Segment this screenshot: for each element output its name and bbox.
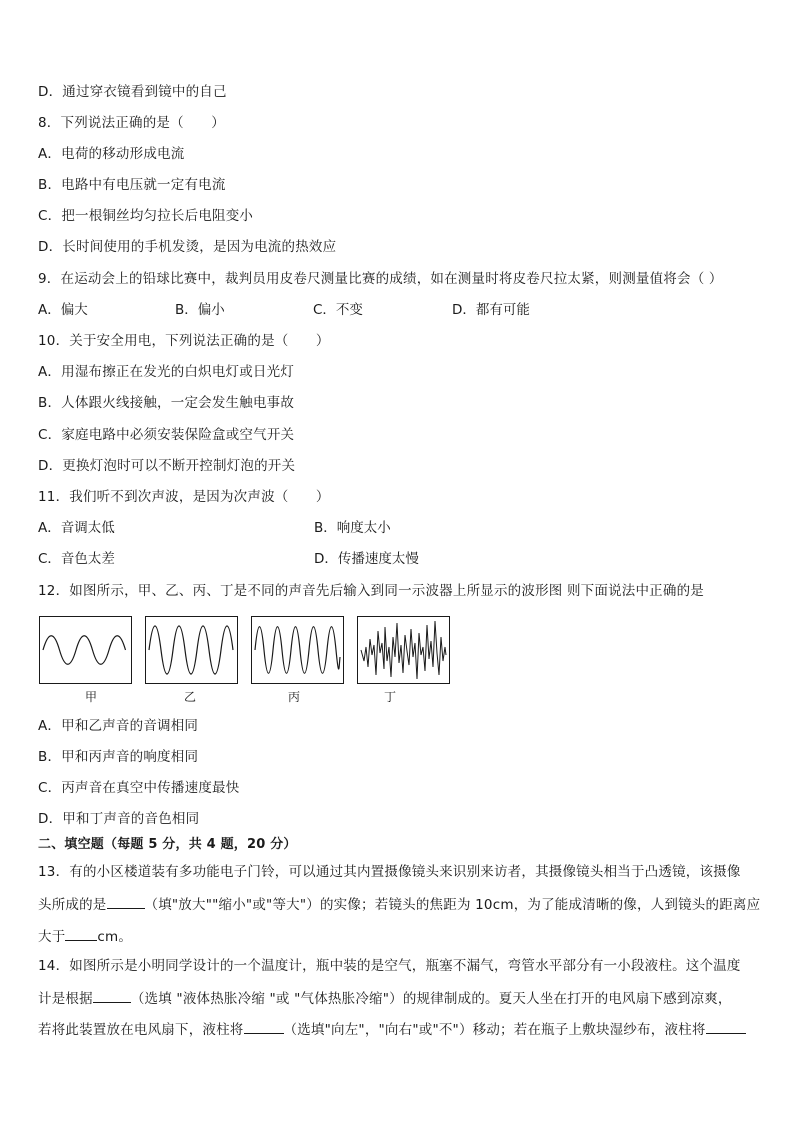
q12-option-b: B．甲和丙声音的响度相同 bbox=[38, 749, 199, 765]
q13-line-1: 13．有的小区楼道装有多功能电子门铃，可以通过其内置摄像镜头来识别来访者，其摄像镜头相当于凸透镜，该摄像 bbox=[38, 864, 741, 880]
q14-blank-2[interactable] bbox=[244, 1019, 284, 1034]
waveform-label-ding: 丁 bbox=[383, 690, 396, 704]
q11-option-d: D．传播速度太慢 bbox=[314, 551, 419, 567]
q12-option-a: A．甲和乙声音的音调相同 bbox=[38, 718, 199, 734]
q11-stem: 11．我们听不到次声波，是因为次声波（ ） bbox=[38, 489, 330, 505]
q14-line-2 bbox=[38, 988, 732, 1008]
waveform-yi-graph bbox=[146, 617, 237, 683]
q13-blank-1[interactable] bbox=[107, 894, 145, 909]
q14-blank-3[interactable] bbox=[706, 1019, 746, 1034]
q9-option-c: C．不变 bbox=[313, 302, 363, 318]
q14-blank-1[interactable] bbox=[93, 988, 131, 1003]
q12-option-d: D．甲和丁声音的音色相同 bbox=[38, 811, 200, 827]
q8-option-d: D．长时间使用的手机发烫，是因为电流的热效应 bbox=[38, 239, 337, 255]
q10-option-d: D．更换灯泡时可以不断开控制灯泡的开关 bbox=[38, 458, 296, 474]
q14-line-3-start: 若将此装置放在电风扇下，液柱将 bbox=[38, 1022, 244, 1038]
q8-option-a: A．电荷的移动形成电流 bbox=[38, 146, 185, 162]
q12-stem: 12．如图所示，甲、乙、丙、丁是不同的声音先后输入到同一示波器上所显示的波形图 则下面说法中正确的是 bbox=[38, 583, 704, 599]
waveform-label-bing: 丙 bbox=[287, 690, 300, 704]
q12-option-c: C．丙声音在真空中传播速度最快 bbox=[38, 780, 240, 796]
q7-option-d: D．通过穿衣镜看到镜中的自己 bbox=[38, 84, 227, 100]
q10-option-b: B．人体跟火线接触，一定会发生触电事故 bbox=[38, 395, 295, 411]
q11-option-b: B．响度太小 bbox=[314, 520, 391, 536]
q13-line-2-end: （填"放大""缩小"或"等大"）的实像；若镜头的焦距为 10cm，为了能成清晰的像，人到镜头的距离应 bbox=[144, 897, 761, 913]
q13-line-3 bbox=[38, 926, 132, 946]
q11-option-c: C．音色太差 bbox=[38, 551, 115, 567]
q13-blank-2[interactable] bbox=[65, 926, 97, 941]
waveform-ding bbox=[357, 616, 450, 684]
q13-line-2-start: 头所成的是 bbox=[38, 897, 107, 913]
waveform-yi bbox=[145, 616, 238, 684]
q14-line-3 bbox=[38, 1019, 746, 1039]
waveform-bing-graph bbox=[252, 617, 343, 683]
waveform-ding-graph bbox=[358, 617, 449, 683]
q9-option-b: B．偏小 bbox=[175, 302, 225, 318]
q14-line-2-end: （选填 "液体热胀冷缩 "或 "气体热胀冷缩"）的规律制成的。夏天人坐在打开的电风扇下感到凉爽， bbox=[130, 991, 732, 1007]
q10-stem: 10．关于安全用电，下列说法正确的是（ ） bbox=[38, 333, 330, 349]
waveform-label-yi: 乙 bbox=[183, 690, 196, 704]
q14-line-2-start: 计是根据 bbox=[38, 991, 93, 1007]
q10-option-c: C．家庭电路中必须安装保险盒或空气开关 bbox=[38, 427, 295, 443]
waveform-jia-graph bbox=[40, 617, 131, 683]
q13-line-3-end: cm。 bbox=[97, 929, 133, 945]
q8-option-c: C．把一根铜丝均匀拉长后电阻变小 bbox=[38, 208, 254, 224]
q9-option-a: A．偏大 bbox=[38, 302, 88, 318]
waveform-label-jia: 甲 bbox=[84, 690, 97, 704]
waveform-jia bbox=[39, 616, 132, 684]
q14-line-3-mid: （选填"向左"，"向右"或"不"）移动；若在瓶子上敷块湿纱布，液柱将 bbox=[283, 1022, 706, 1038]
q8-stem: 8．下列说法正确的是（ ） bbox=[38, 115, 225, 131]
q9-option-d: D．都有可能 bbox=[452, 302, 530, 318]
q13-line-2 bbox=[38, 894, 760, 914]
q9-stem: 9．在运动会上的铅球比赛中，裁判员用皮卷尺测量比赛的成绩，如在测量时将皮卷尺拉太紧，则测量值将会（ ） bbox=[38, 271, 723, 287]
q13-line-3-start: 大于 bbox=[38, 929, 66, 945]
q14-line-1: 14．如图所示是小明同学设计的一个温度计，瓶中装的是空气，瓶塞不漏气，弯管水平部分有一小段液柱。这个温度 bbox=[38, 958, 741, 974]
q10-option-a: A．用湿布擦正在发光的白炽电灯或日光灯 bbox=[38, 364, 295, 380]
q8-option-b: B．电路中有电压就一定有电流 bbox=[38, 177, 226, 193]
q11-option-a: A．音调太低 bbox=[38, 520, 115, 536]
section-heading-fill-in: 二、填空题（每题 5 分，共 4 题，20 分） bbox=[38, 837, 297, 852]
waveform-bing bbox=[251, 616, 344, 684]
